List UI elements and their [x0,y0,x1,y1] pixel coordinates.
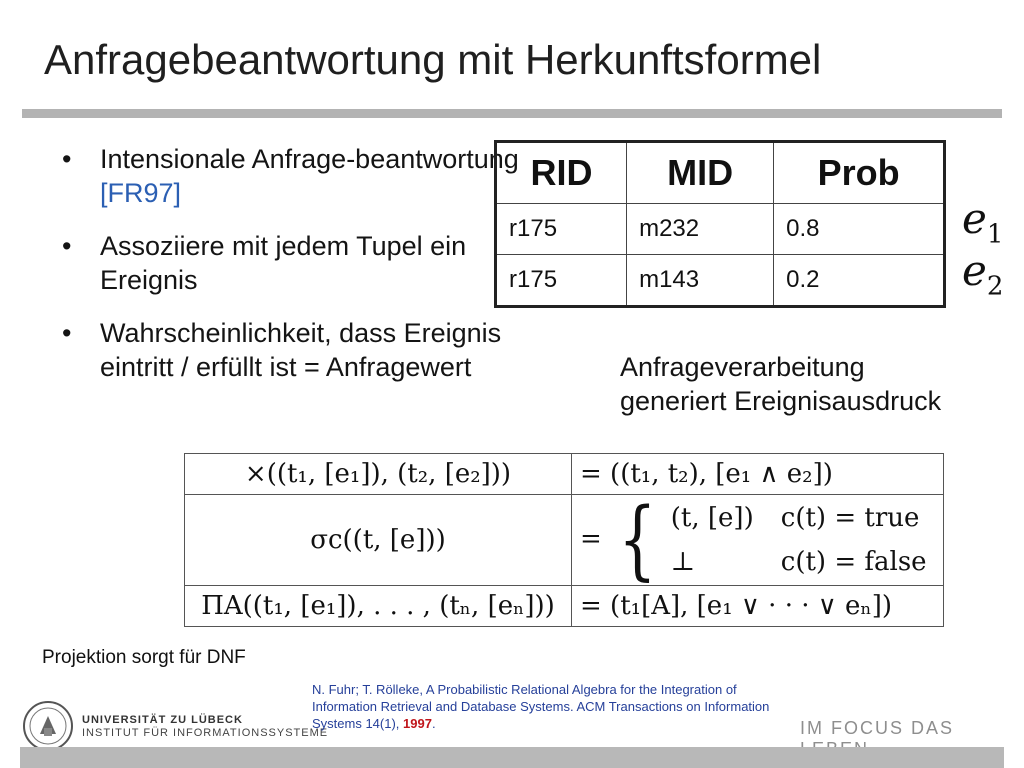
table-cell: r175 [496,204,627,255]
slide-title: Anfragebeantwortung mit Herkunftsformel [44,36,822,83]
column-header: MID [627,142,774,204]
operator-rhs: = (t₁[A], [e₁ ∨ · · · ∨ eₙ]) [572,586,944,627]
title-rule [22,109,1002,118]
column-header: RID [496,142,627,204]
table-cell: 0.2 [774,255,945,307]
column-header: Prob [774,142,945,204]
bullet-text: Wahrscheinlichkeit, dass Ereignis eintritt / erfüllt ist = Anfragewert [100,318,502,382]
bullet-item [62,229,532,297]
reference-end: . [431,716,436,731]
citation-link[interactable]: [FR97] [100,178,182,208]
bullet-marker: • [62,144,72,174]
operator-row-product [185,454,944,495]
institute-line: INSTITUT FÜR INFORMATIONSSYSTEME [82,727,329,739]
operator-row-projection [185,586,944,627]
brace-icon: { [618,490,657,590]
event-label-e2: $e_2$ [962,246,1004,302]
operator-lhs: σc((t, [e])) [185,495,572,586]
case-condition: c(t) = false [780,547,927,577]
case-value: ⊥ [670,547,696,577]
case-line [671,540,927,584]
table-row [496,204,945,255]
relation-table [494,140,946,308]
case-block [610,490,927,590]
table-cell: r175 [496,255,627,307]
table-cell: m232 [627,204,774,255]
bullet-marker: • [62,318,72,348]
footer-bar [20,747,1004,768]
bullet-item [62,142,532,210]
reference-note [312,681,782,732]
table-cell: m143 [627,255,774,307]
operator-lhs: ΠA((t₁, [e₁]), . . . , (tₙ, [eₙ])) [185,586,572,627]
bullet-item [62,316,532,384]
case-condition: c(t) = true [780,503,920,533]
case-value: (t, [e]) [670,503,754,533]
case-lines [671,496,927,584]
slogan: IM FOCUS DAS [800,718,955,738]
operator-row-selection [185,495,944,586]
university-line: UNIVERSITÄT ZU LÜBECK [82,714,243,726]
bullet-marker: • [62,231,72,261]
bullet-list [62,142,532,403]
operator-rhs [572,490,944,590]
processing-note: Anfrageverarbeitung generiert Ereignisausdruck [620,352,942,416]
bullet-text: Intensionale Anfrage-beantwortung [100,144,519,174]
table-row [496,255,945,307]
dnf-note: Projektion sorgt für DNF [42,647,246,668]
table-cell: 0.8 [774,204,945,255]
operator-rhs: = ((t₁, t₂), [e₁ ∧ e₂]) [572,454,944,495]
operator-lhs: ×((t₁, [e₁]), (t₂, [e₂])) [185,454,572,495]
reference-year: 1997 [403,716,432,731]
bullet-text: Assoziiere mit jedem Tupel ein Ereignis [100,231,467,295]
table-header-row [496,142,945,204]
reference-text: N. Fuhr; T. Rölleke, A Probabilistic Relational Algebra for the Integration of Information Retrieval and Database Systems. ACM Transactions on Information Systems 14(1), [312,682,770,731]
case-line [671,496,927,540]
university-name [82,714,328,740]
event-label-e1: $e_1$ [962,194,1004,250]
equals-sign: = [580,524,602,554]
operator-table [184,453,944,627]
